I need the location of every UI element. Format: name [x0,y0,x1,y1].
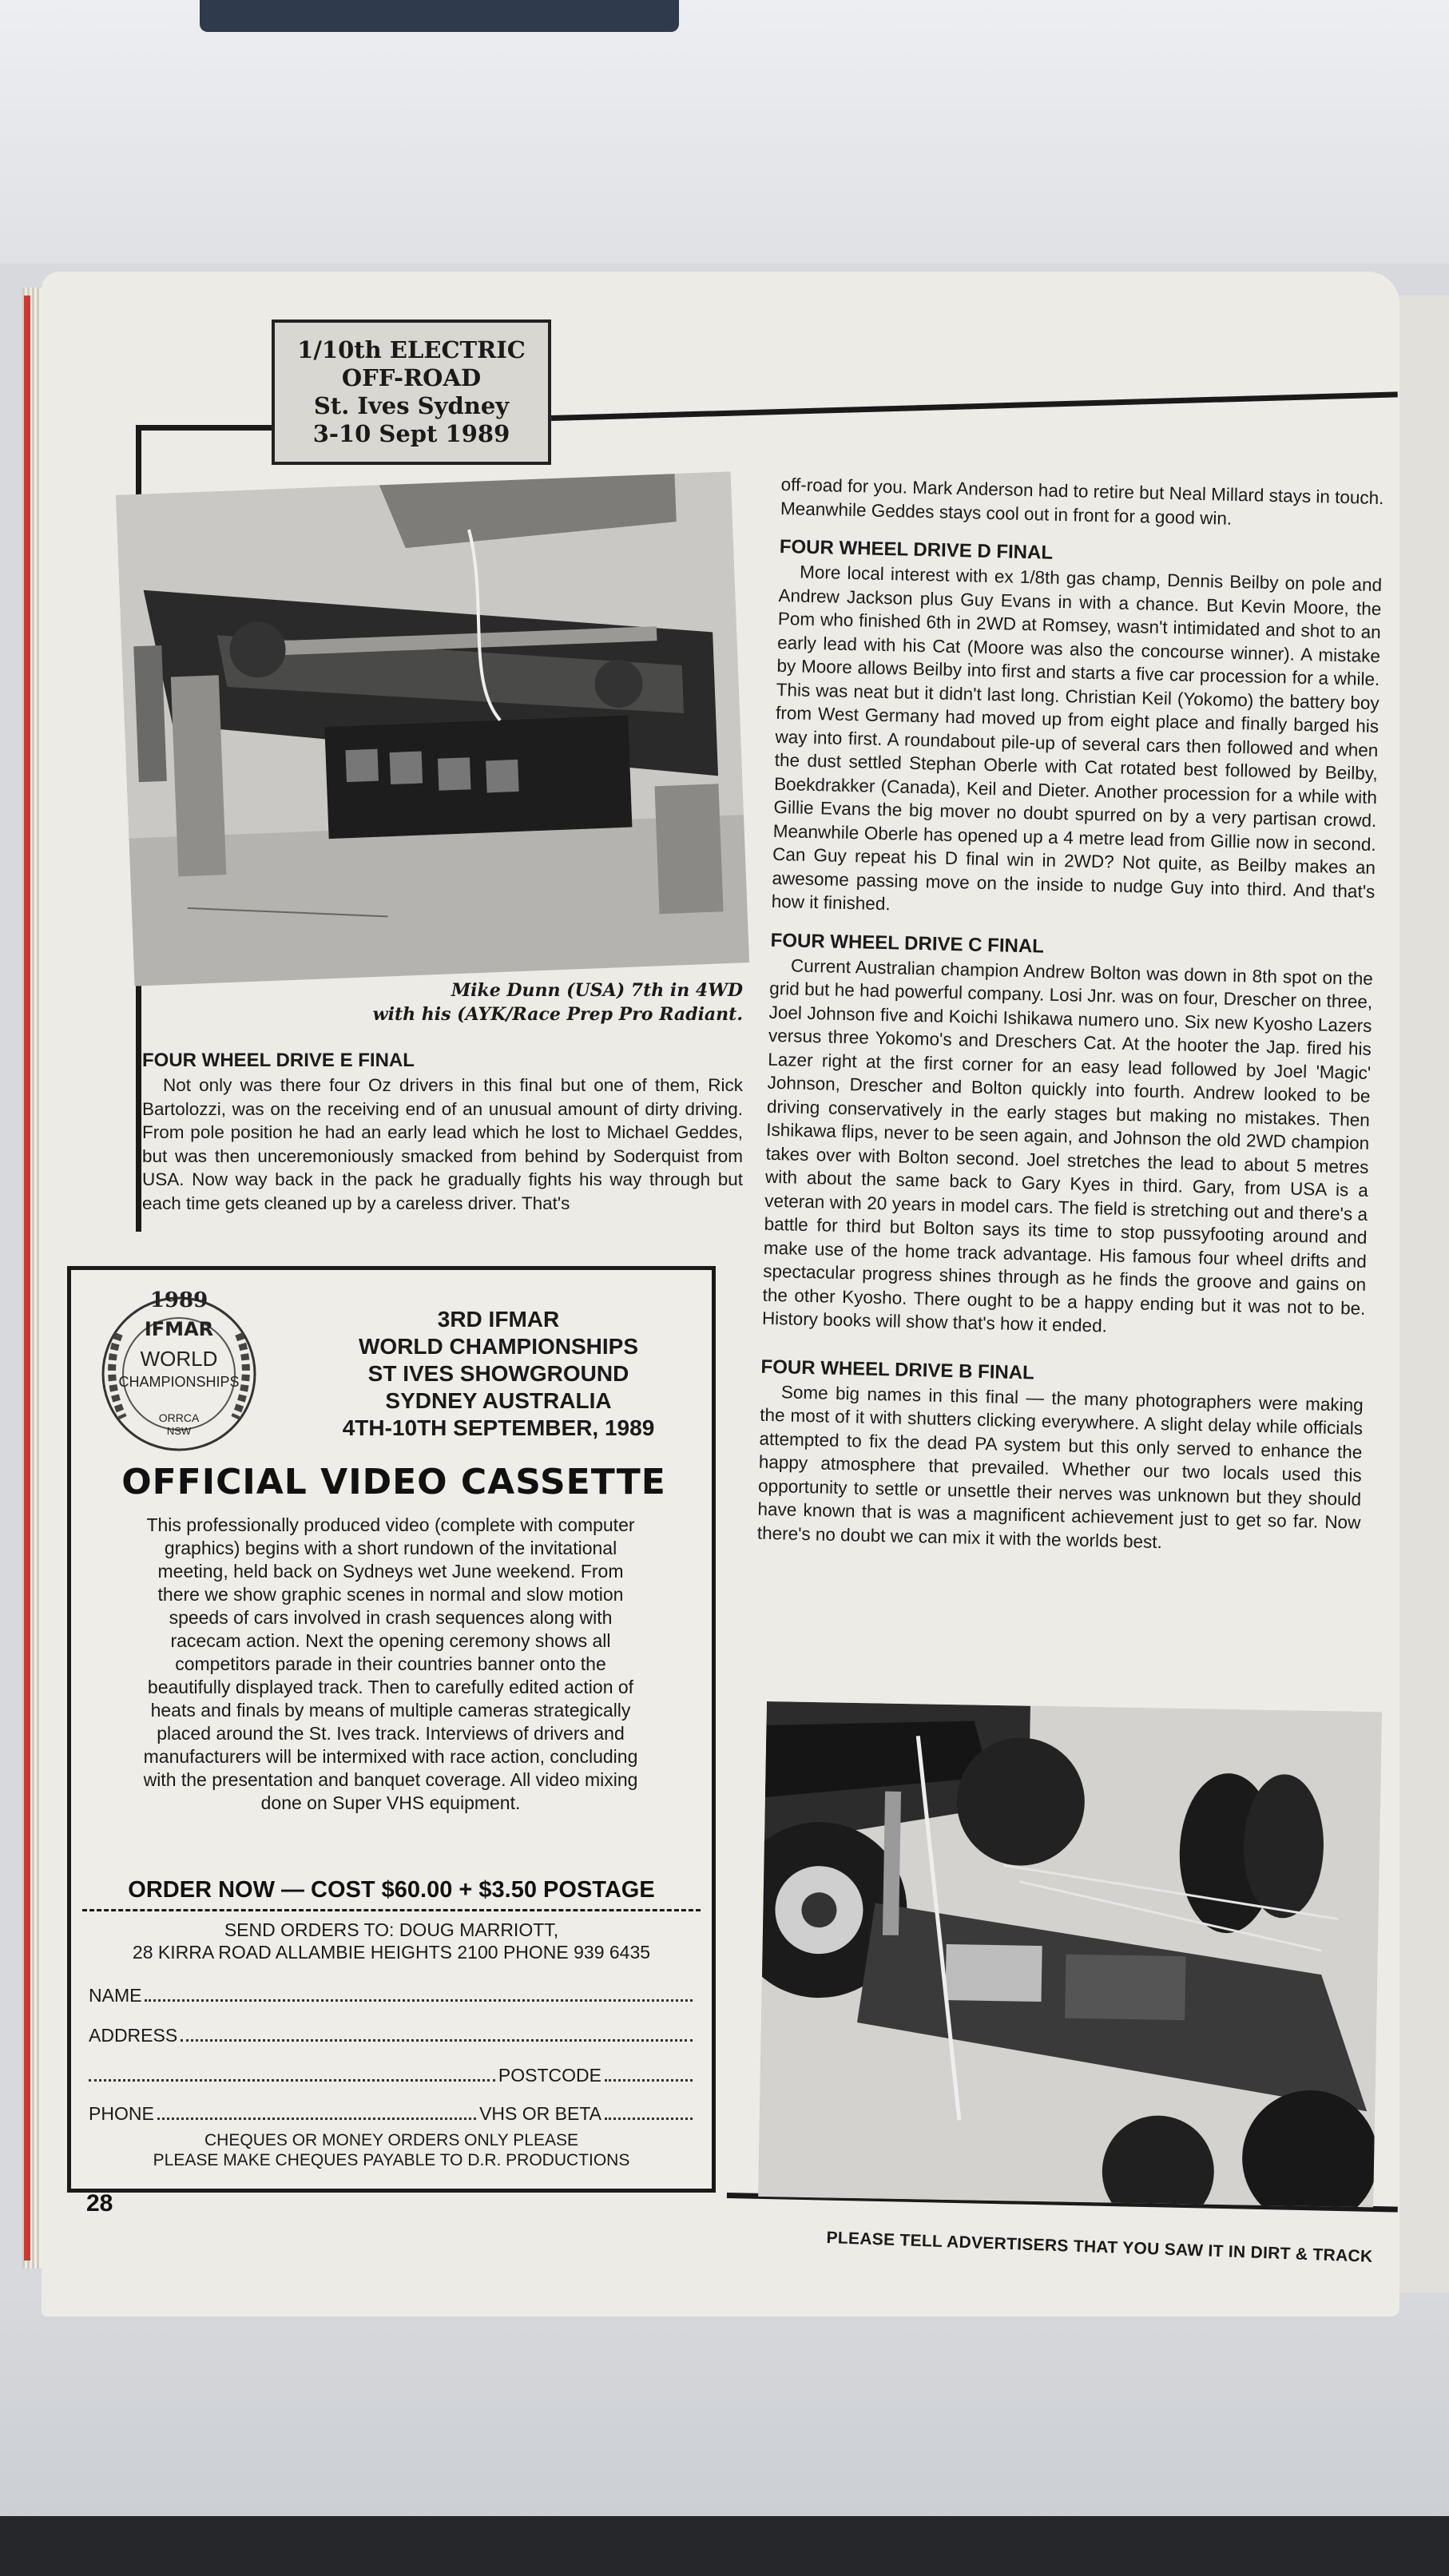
form-address-line [89,2025,696,2046]
logo-line2: CHAMPIONSHIPS [118,1374,240,1390]
form-name-label: NAME [89,1985,142,2006]
cheques-note [71,2130,712,2170]
caption-line: with his (AYK/Race Prep Pro Radiant. [372,1004,743,1025]
logo-line1: WORLD [140,1347,218,1371]
advert-heading [295,1306,702,1442]
form-postcode-label: POSTCODE [498,2065,601,2086]
advert-body: This professionally produced video (complete with computer graphics) begins with a short rundown of the invitational meeting, held back on Sydneys wet June weekend. From there we show graphic scenes in normal and slow motion speeds of cars involved in crash sequences along with racecam action. Next the opening ceremony shows all competitors parade in their countries banner onto the beautifully displayed track. Then to carefully edited action of heats and finals by means of multiple cameras strategically placed around the St. Ives track. Interviews of drivers and manufacturers will be intermixed with race action, concluding with the presentation and banquet coverage. All video mixing done on Super VHS equipment. [143,1514,638,1813]
logo-year: 1989 [149,1288,208,1312]
section-text: Some big names in this final — the many photographers were making the most of it with shutters clicking everywhere. A slight delay while officials attempted to fix the dead PA system but this only served to enhance the happy atmosphere that prevailed. Whether our two locals used this opportunity to settle or unsettle their nerves was unknown but they should have known that is was a magnificent achievement just to get so far. Now there's no doubt we can mix it with the worlds best. [756,1381,1364,1552]
photo-chassis-4wd [116,471,749,986]
world-championships-logo [87,1286,271,1458]
section-text: Current Australian champion Andrew Bolton was down in 8th spot on the grid but he had powerful company. Losi Jnr. was on four, Drescher on three, Joel Johnson five and Koichi Ishikawa numero uno. Six new Kyosho Lazers versus three Yokomo's and Dreschers Cat. At the hooter the Jap. fired his Lazer right at the first corner for an easy lead followed by Joel 'Magic' Johnson, Drescher and Bolton quickly into fourth. Andrew looked to be driving conservatively in the early stages but making no mistakes. Then Ishikawa flips, never to be seen again, and Johnson the old 2WD champion takes over with Bolton second. Joel stretches the lead to about 5 metres with about the same back to Gary Kyes in third. Gary, from USA is a veteran with 20 years in model cars. The field is stretching out and there's a battle for third but Bolton says its time to stop pussyfooting around and make use of the home track advantage. His famous four wheel drifts and spectacular progress shines through as he finds the groove and gains on the other Kyosho. There ought to be a happy ending but it was not to be. History books will show that's how it ended. [761,955,1374,1336]
logo-org: ORRCA [158,1411,200,1424]
title-line: 1/10th ELECTRIC [297,336,526,363]
form-vhs-label: VHS OR BETA [479,2103,601,2124]
logo-state: NSW [166,1425,192,1437]
form-phone-label: PHONE [89,2103,154,2124]
section-heading: FOUR WHEEL DRIVE E FINAL [142,1050,415,1071]
section-heading: FOUR WHEEL DRIVE C FINAL [770,929,1045,958]
section-heading: FOUR WHEEL DRIVE D FINAL [779,535,1054,564]
red-cover-edge [24,296,30,2260]
title-line: St. Ives Sydney [313,392,510,419]
continued-text: off-road for you. Mark Anderson had to retire but Neal Millard stays in touch. Meanwhile Geddes stays cool out in front for a good win. [780,474,1384,529]
logo-brand: IFMAR [144,1318,214,1340]
binder-spine [200,0,679,32]
photo-4wd-buggy [758,1701,1382,2207]
advert-heading-line: SYDNEY AUSTRALIA [385,1388,612,1413]
rule-top-left [136,425,273,431]
page-number: 28 [86,2190,113,2217]
advert-heading-line: 3RD IFMAR [437,1307,560,1332]
advert-heading-line: WORLD CHAMPIONSHIPS [359,1334,638,1359]
background-top [0,0,1449,264]
send-orders [71,1919,712,1963]
article-title-box [272,320,551,465]
order-now-line: ORDER NOW — COST $60.00 + $3.50 POSTAGE [128,1877,655,1903]
send-orders-line: SEND ORDERS TO: DOUG MARRIOTT, [224,1919,559,1940]
title-line: OFF-ROAD [341,364,482,391]
form-postcode-line [89,2065,696,2086]
footer-advertisers-note: PLEASE TELL ADVERTISERS THAT YOU SAW IT IN DIRT & TRACK [826,2229,1373,2266]
article-column-right [757,473,1384,1558]
section-heading: FOUR WHEEL DRIVE B FINAL [760,1355,1035,1383]
section-text: Not only was there four Oz drivers in this final but one of them, Rick Bartolozzi, was on the receiving end of an unusual amount of dirty driving. From pole position he had an early lead which he lost to Michael Geddes, but was then unceremoniously smacked from behind by Soderquist from USA. Now way back in the pack he gradually fights his way through but each time gets cleaned up by a careless driver. That's [142,1075,743,1213]
send-orders-line: 28 KIRRA ROAD ALLAMBIE HEIGHTS 2100 PHONE 939 6435 [132,1942,651,1963]
video-cassette-advert [67,1266,716,2193]
advert-title: OFFICIAL VIDEO CASSETTE [121,1462,666,1502]
form-phone-line [89,2103,696,2125]
cheques-line: CHEQUES OR MONEY ORDERS ONLY PLEASE [204,2131,578,2149]
caption-line: Mike Dunn (USA) 7th in 4WD [451,980,743,1001]
article-column-left [142,1048,743,1215]
section-text: More local interest with ex 1/8th gas champ, Dennis Beilby on pole and Andrew Jackson plus Guy Evans in with a chance. But Kevin Moore, the Pom who finished 6th in 2WD at Romsey, wasn't intimidated and shot to an early lead with his Cat (Moore was also the concourse winner). A mistake by Moore allows Beilby into first and starts a five car procession for a while. This was neat but it didn't last long. Christian Keil (Yokomo) the battery boy from West Germany had moved up from eight place and finally barged his way into first. A roundabout pile-up of several cars then followed and when the dust settled Stephan Oberle with Cat rotated best followed by Beilby, Boekdrakker (Canada), Keil and Dieter. Another procession for a while with Gillie Evans the big mover no doubt spurred on by a very partisan crowd. Meanwhile Oberle has opened up a 4 metre lead from Gillie now in second. Can Guy repeat his D final win in 2WD? Not quite, as Beilby makes an awesome passing move on the inside to nudge Guy into third. And that's how it finished. [771,562,1383,915]
cheques-line: PLEASE MAKE CHEQUES PAYABLE TO D.R. PRODUCTIONS [153,2151,630,2169]
cut-line [82,1909,701,1911]
form-address-label: ADDRESS [89,2025,178,2046]
title-line: 3-10 Sept 1989 [312,420,510,447]
photo-caption [240,978,743,1026]
form-name-line [89,1985,696,2006]
advert-heading-line: ST IVES SHOWGROUND [367,1361,629,1386]
desk-edge [0,2516,1449,2576]
advert-heading-line: 4TH-10TH SEPTEMBER, 1989 [342,1415,655,1440]
